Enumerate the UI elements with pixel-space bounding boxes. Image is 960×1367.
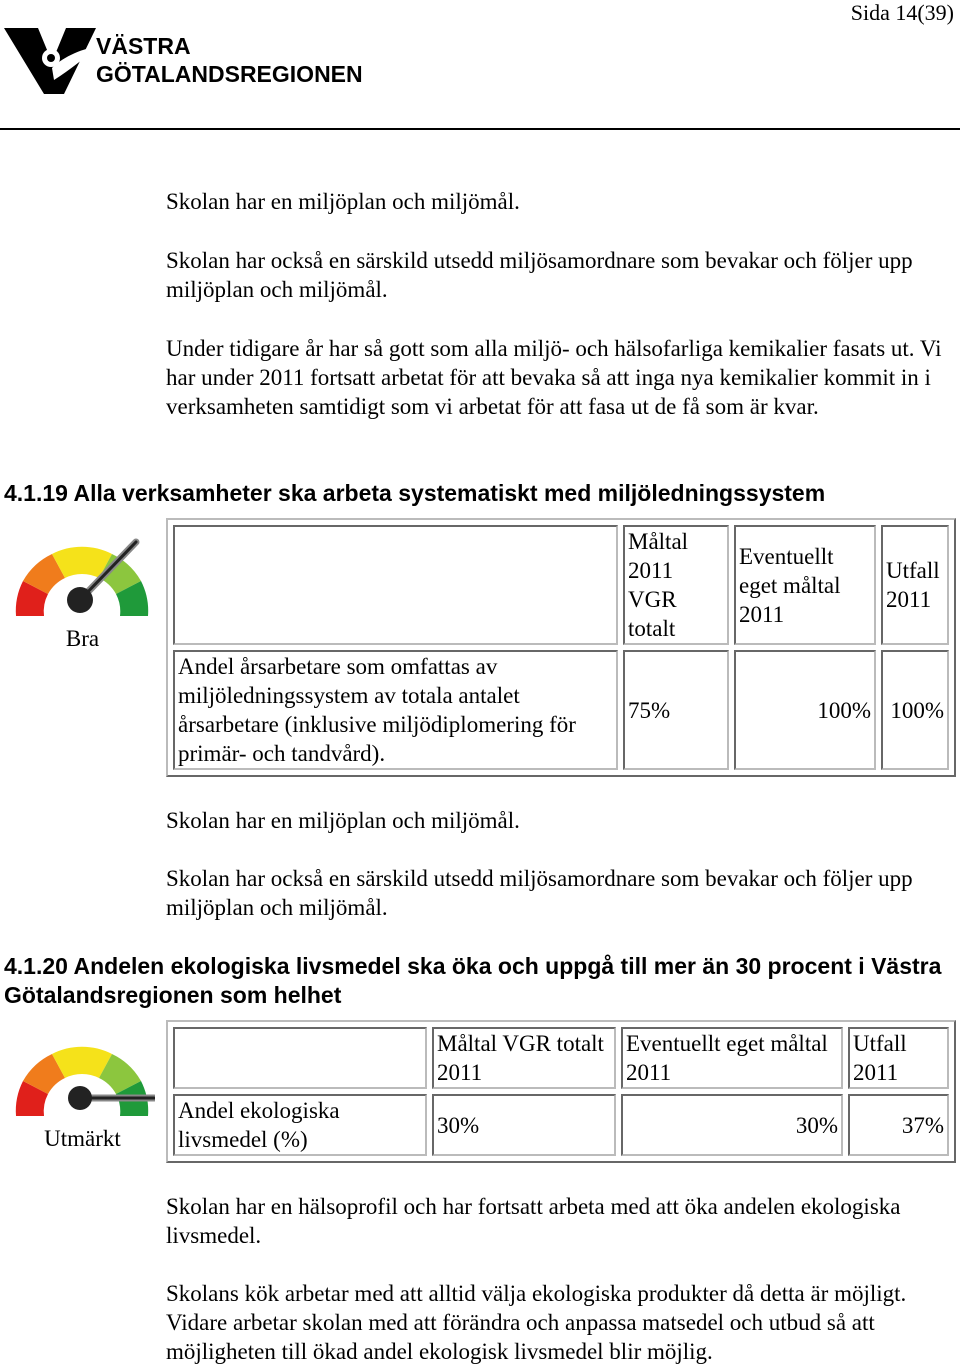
logo-text-1: VÄSTRA bbox=[96, 33, 191, 59]
vgr-logo bbox=[4, 24, 384, 111]
section-19-paragraph-1 bbox=[166, 806, 956, 835]
col-outcome-header: Utfall 2011 bbox=[848, 1027, 949, 1089]
own-value: 100% bbox=[734, 650, 876, 770]
section-19-paragraph-2 bbox=[166, 864, 956, 922]
section-19-p2-text: Skolan har också en särskild utsedd miljösamordnare som bevakar och följer upp miljöplan och miljömål. bbox=[166, 866, 913, 920]
gauge-bra-label: Bra bbox=[65, 626, 100, 651]
col-target-header: Måltal VGR totalt 2011 bbox=[432, 1027, 616, 1089]
gauge-utmarkt-icon bbox=[10, 1026, 155, 1121]
intro-p1-text: Skolan har en miljöplan och miljömål. bbox=[166, 189, 520, 214]
section-20-p1-text: Skolan har en hälsoprofil och har fortsatt arbeta med att öka andelen ekologiska livsmedel. bbox=[166, 1194, 901, 1248]
target-value: 75% bbox=[623, 650, 729, 770]
row-label: Andel årsarbetare som omfattas av miljöledningssystem av totala antalet årsarbetare (inklusive miljödiplomering för primär- och tandvård). bbox=[173, 650, 618, 770]
outcome-value: 37% bbox=[848, 1094, 949, 1156]
section-19-heading: 4.1.19 Alla verksamheter ska arbeta systematiskt med miljöledningssystem bbox=[4, 480, 826, 506]
gauge-utmarkt-label: Utmärkt bbox=[44, 1126, 121, 1151]
kpi-table-19 bbox=[166, 518, 956, 777]
section-20-paragraph-2 bbox=[166, 1279, 956, 1366]
col-own-header: Eventuellt eget måltal 2011 bbox=[621, 1027, 843, 1089]
section-20-p2-text: Skolans kök arbetar med att alltid välja ekologiska produkter då detta är möjligt. Vidare arbetar skolan med att förändra och anpassa matsedel och utbud så att möjligheten till ökad andel ekologisk livsmedel blir möjlig. bbox=[166, 1281, 907, 1364]
gauge-bra-icon bbox=[10, 526, 155, 621]
intro-p3-text: Under tidigare år har så gott som alla miljö- och hälsofarliga kemikalier fasats ut. Vi har under 2011 fortsatt arbetat för att bevaka så att inga nya kemikalier kommit in i verksamheten samtidigt som vi arbetat för att fasa ut de få som är kvar. bbox=[166, 336, 942, 419]
vgr-logo-mark bbox=[4, 24, 384, 106]
intro-paragraph-2 bbox=[166, 246, 956, 304]
col-target-header: Måltal 2011 VGR totalt bbox=[623, 525, 729, 645]
outcome-value: 100% bbox=[881, 650, 949, 770]
table-header-row bbox=[173, 1027, 949, 1089]
intro-p2-text: Skolan har också en särskild utsedd miljösamordnare som bevakar och följer upp miljöplan och miljömål. bbox=[166, 248, 913, 302]
empty-header-cell bbox=[173, 1027, 427, 1089]
table-row bbox=[173, 1094, 949, 1156]
col-own-header: Eventuellt eget måltal 2011 bbox=[734, 525, 876, 645]
row-label: Andel ekologiska livsmedel (%) bbox=[173, 1094, 427, 1156]
target-value: 30% bbox=[432, 1094, 616, 1156]
gauge-bra bbox=[10, 526, 155, 652]
header-divider bbox=[0, 128, 960, 130]
section-20-heading: 4.1.20 Andelen ekologiska livsmedel ska öka och uppgå till mer än 30 procent i Västra Götalandsregionen som helhet bbox=[4, 953, 942, 1008]
section-20-paragraph-1 bbox=[166, 1192, 956, 1250]
kpi-table-20 bbox=[166, 1020, 956, 1163]
intro-paragraph-3 bbox=[166, 334, 956, 421]
intro-paragraph-1 bbox=[166, 187, 956, 216]
table-header-row bbox=[173, 525, 949, 645]
empty-header-cell bbox=[173, 525, 618, 645]
own-value: 30% bbox=[621, 1094, 843, 1156]
gauge-utmarkt bbox=[10, 1026, 155, 1152]
logo-text-2: GÖTALANDSREGIONEN bbox=[96, 61, 363, 87]
section-19-p1-text: Skolan har en miljöplan och miljömål. bbox=[166, 808, 520, 833]
col-outcome-header: Utfall 2011 bbox=[881, 525, 949, 645]
page-number: Sida 14(39) bbox=[850, 0, 954, 25]
table-row bbox=[173, 650, 949, 770]
